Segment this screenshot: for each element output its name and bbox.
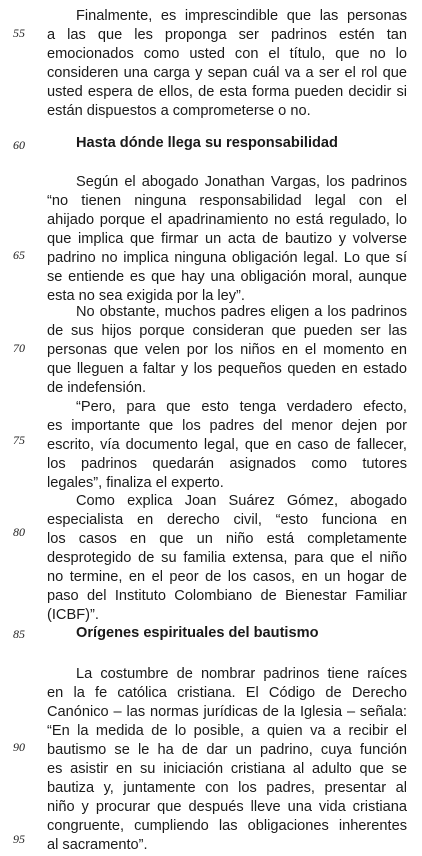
line-number: 60 — [13, 138, 25, 152]
text-line: Canónico – las normas jurídicas de la Iglesia – señala: — [47, 704, 407, 720]
text-line: niño y procurar que después lleve una vida cristiana — [47, 799, 407, 815]
text-line: consideren una carga y sepan cuál va a ser el rol que — [47, 65, 407, 81]
line-number: 95 — [13, 832, 25, 846]
line-number: 55 — [13, 26, 25, 40]
text-line: La costumbre de nombrar padrinos tiene raíces — [76, 666, 407, 682]
text-line: que implica que firmar un acta de bautizo y volverse — [47, 231, 407, 247]
section-heading: Orígenes espirituales del bautismo — [76, 625, 319, 641]
text-line: en la fe católica cristiana. El Código de Derecho — [47, 685, 407, 701]
text-line: bautismo se le ha de dar un padrino, cuya función — [47, 742, 407, 758]
text-line: es asistir en su iniciación cristiana al adulto que se — [47, 761, 407, 777]
text-line: de sus hijos porque consideran que pueden ser las — [47, 323, 407, 339]
text-line: “Pero, para que esto tenga verdadero efecto, — [76, 399, 407, 415]
text-line: de indefensión. — [47, 380, 146, 396]
text-line: padrino no implica ninguna obligación legal. Lo que sí — [47, 250, 407, 266]
text-line: los padrinos quedarán asignados como tutores — [47, 456, 407, 472]
text-line: es importante que los padres del menor dejen por — [47, 418, 407, 434]
line-number: 65 — [13, 248, 25, 262]
text-line: No obstante, muchos padres eligen a los padrinos — [76, 304, 407, 320]
text-line: congruente, cumpliendo las obligaciones inherentes — [47, 818, 407, 834]
text-line: Según el abogado Jonathan Vargas, los padrinos — [76, 174, 407, 190]
line-number: 85 — [13, 627, 25, 641]
text-line: legales”, finaliza el experto. — [47, 475, 224, 491]
line-number: 90 — [13, 740, 25, 754]
text-line: no termine, en el peor de los casos, en un hogar de — [47, 569, 407, 585]
text-line: al sacramento”. — [47, 837, 148, 853]
text-line: se entiende es que hay una obligación moral, aunque — [47, 269, 407, 285]
text-line: Finalmente, es imprescindible que las personas — [76, 8, 407, 24]
text-line: usted espera de ellos, de esta forma pueden decidir si — [47, 84, 407, 100]
text-line: que lleguen a faltar y los pequeños queden en estado — [47, 361, 407, 377]
line-number: 80 — [13, 525, 25, 539]
text-line: Como explica Joan Suárez Gómez, abogado — [76, 493, 407, 509]
text-line: especialista en derecho civil, “esto funciona en — [47, 512, 407, 528]
text-line: escrito, vía documento legal, que en caso de fallecer, — [47, 437, 407, 453]
text-line: los casos en que un niño está completamente — [47, 531, 407, 547]
text-line: bautiza y, juntamente con los padres, presentar al — [47, 780, 407, 796]
text-line: ahijado porque el apadrinamiento no está regulado, lo — [47, 212, 407, 228]
line-number: 70 — [13, 341, 25, 355]
text-line: esta no sea exigida por la ley”. — [47, 288, 245, 304]
line-number: 75 — [13, 433, 25, 447]
text-line: desprotegido de su familia extensa, para que el niño — [47, 550, 407, 566]
text-line: (ICBF)”. — [47, 607, 99, 623]
text-line: “En la medida de lo posible, a quien va a recibir el — [47, 723, 407, 739]
text-line: están dispuestos a comprometerse o no. — [47, 103, 311, 119]
text-line: personas que velen por los niños en el momento en — [47, 342, 407, 358]
text-line: emocionados como usted con el título, que no lo — [47, 46, 407, 62]
text-line: “no tienen ninguna responsabilidad legal con el — [47, 193, 407, 209]
section-heading: Hasta dónde llega su responsabilidad — [76, 135, 338, 151]
text-line: a las que les proponga ser padrinos estén tan — [47, 27, 407, 43]
text-line: paso del Instituto Colombiano de Bienestar Familiar — [47, 588, 407, 604]
